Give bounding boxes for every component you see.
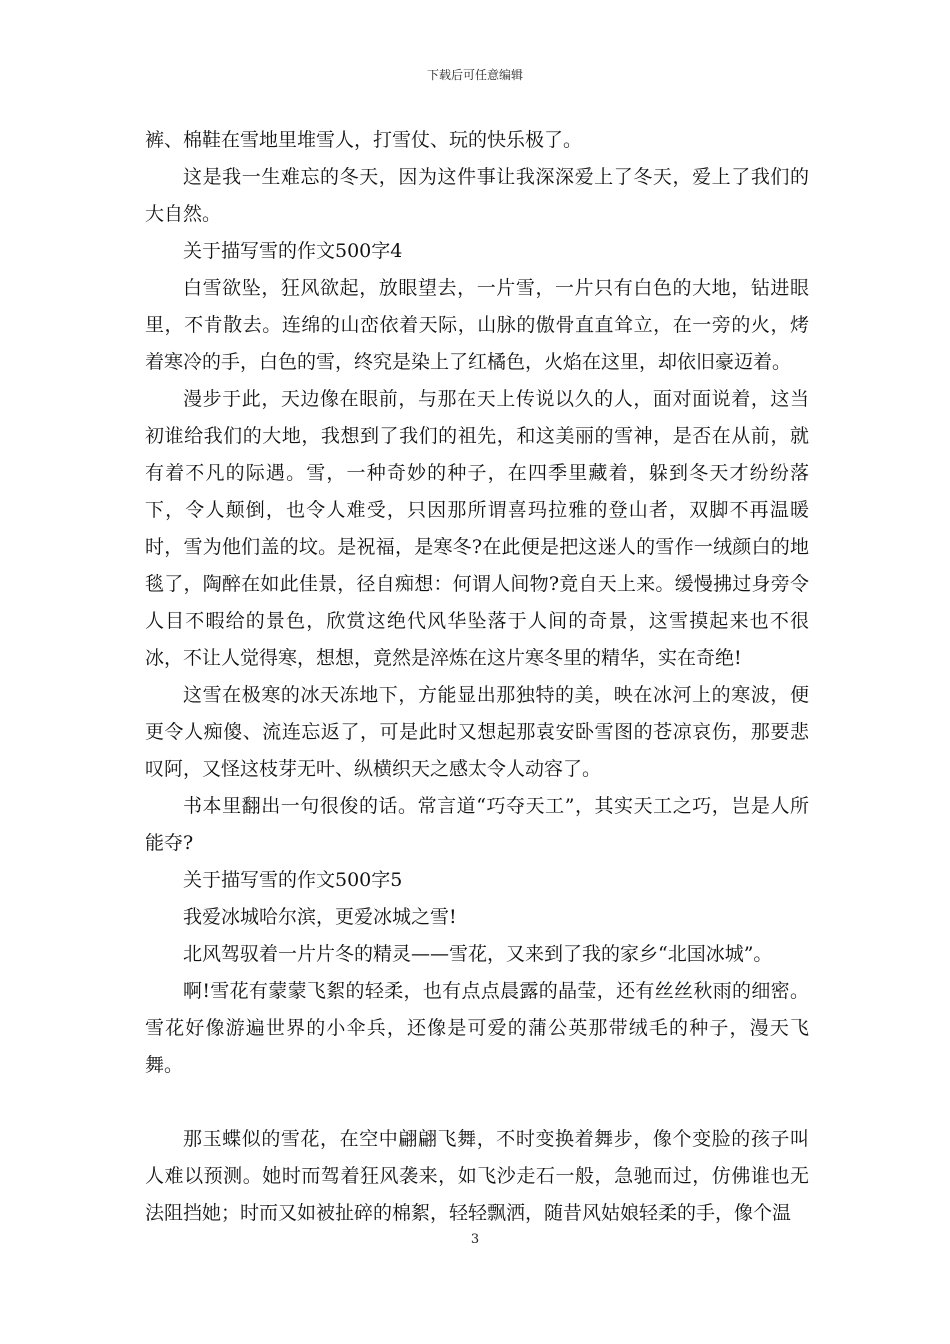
- body-text: [145, 122, 809, 1232]
- paragraph: 漫步于此，天边像在眼前，与那在天上传说以久的人，面对面说着，这当初谁给我们的大地，我想到了我们的祖先，和这美丽的雪神，是否在从前，就有着不凡的际遇。雪，一种奇妙的种子，在四季里藏着，躲到冬天才纷纷落下，令人颠倒，也令人难受，只因那所谓喜玛拉雅的登山者，双脚不再温暖时，雪为他们盖的坟。是祝福，是寒冬?在此便是把这迷人的雪作一绒颜白的地毯了，陶醉在如此佳景，径自痴想：何谓人间物?竟自天上来。缓慢拂过身旁令人目不暇给的景色，欣赏这绝代风华坠落于人间的奇景，这雪摸起来也不很冰，不让人觉得寒，想想，竟然是淬炼在这片寒冬里的精华，实在奇绝!: [145, 388, 809, 669]
- section-heading: 关于描写雪的作文500字4: [183, 240, 403, 262]
- paragraph: 裤、棉鞋在雪地里堆雪人，打雪仗、玩的快乐极了。: [145, 129, 583, 151]
- section-heading: 关于描写雪的作文500字5: [183, 869, 403, 891]
- page-header: 下载后可任意编辑: [426, 68, 523, 82]
- paragraph: 书本里翻出一句很俊的话。常言道“巧夺天工”，其实天工之巧，岂是人所能夺?: [145, 795, 809, 854]
- paragraph: 我爱冰城哈尔滨，更爱冰城之雪!: [183, 906, 457, 928]
- paragraph: 这雪在极寒的冰天冻地下，方能显出那独特的美，映在冰河上的寒波，便更令人痴傻、流连忘返了，可是此时又想起那袁安卧雪图的苍凉哀伤，那要悲叹阿，又怪这枝芽无叶、纵横织天之感太令人动容了。: [145, 684, 809, 780]
- paragraph: 北风驾驭着一片片冬的精灵——雪花，又来到了我的家乡“北国冰城”。: [183, 943, 773, 965]
- page-number: 3: [470, 1232, 480, 1247]
- paragraph: 白雪欲坠，狂风欲起，放眼望去，一片雪，一片只有白色的大地，钻进眼里，不肯散去。连绵的山峦依着天际，山脉的傲骨直直耸立，在一旁的火，烤着寒冷的手，白色的雪，终究是染上了红橘色，火焰在这里，却依旧豪迈着。: [145, 277, 809, 373]
- paragraph: 啊!雪花有蒙蒙飞絮的轻柔，也有点点晨露的晶莹，还有丝丝秋雨的细密。雪花好像游遍世界的小伞兵，还像是可爱的蒲公英那带绒毛的种子，漫天飞舞。: [145, 980, 809, 1076]
- paragraph: 那玉蝶似的雪花，在空中翩翩飞舞，不时变换着舞步，像个变脸的孩子叫人难以预测。她时而驾着狂风袭来，如飞沙走石一般，急驰而过，仿佛谁也无法阻挡她；时而又如被扯碎的棉絮，轻轻飘洒，随昔风姑娘轻柔的手，像个温: [145, 1128, 809, 1224]
- paragraph: 这是我一生难忘的冬天，因为这件事让我深深爱上了冬天，爱上了我们的大自然。: [145, 166, 809, 225]
